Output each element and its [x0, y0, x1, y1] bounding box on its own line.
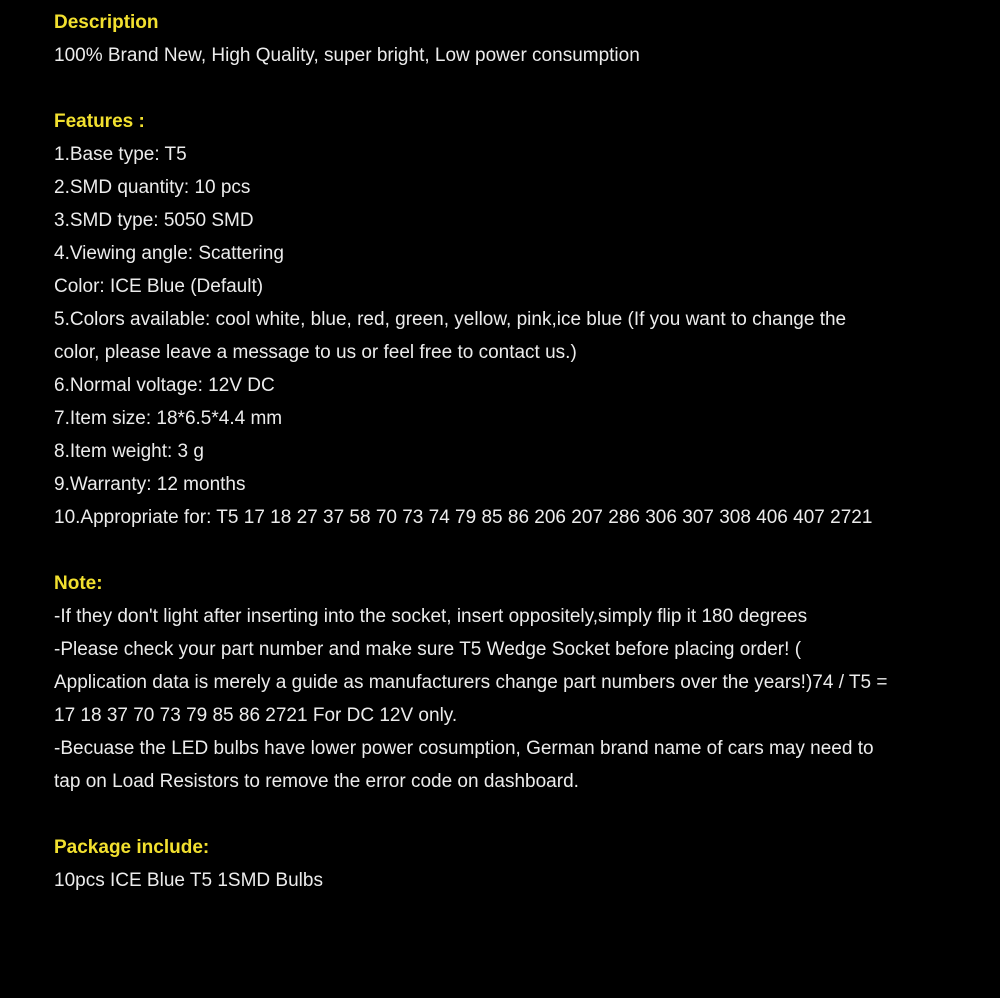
package-heading: Package include: [54, 837, 210, 858]
description-heading: Description [54, 12, 159, 33]
note-line: Application data is merely a guide as manufacturers change part numbers over the years!)74 / T5 = [54, 672, 888, 693]
note-line: -If they don't light after inserting into the socket, insert oppositely,simply flip it 180 degrees [54, 606, 808, 627]
feature-colors-available: 5.Colors available: cool white, blue, red, green, yellow, pink,ice blue (If you want to change the [54, 309, 847, 330]
note-line: -Please check your part number and make sure T5 Wedge Socket before placing order! ( [54, 639, 802, 660]
feature-item-weight: 8.Item weight: 3 g [54, 441, 204, 462]
package-section [54, 831, 946, 897]
feature-colors-available-cont: color, please leave a message to us or feel free to contact us.) [54, 342, 577, 363]
features-heading: Features : [54, 111, 145, 132]
feature-normal-voltage: 6.Normal voltage: 12V DC [54, 375, 275, 396]
description-section [54, 6, 946, 72]
feature-base-type: 1.Base type: T5 [54, 144, 187, 165]
feature-viewing-angle: 4.Viewing angle: Scattering [54, 243, 284, 264]
feature-smd-type: 3.SMD type: 5050 SMD [54, 210, 254, 231]
feature-warranty: 9.Warranty: 12 months [54, 474, 246, 495]
features-section [54, 105, 946, 534]
feature-appropriate-for: 10.Appropriate for: T5 17 18 27 37 58 70 73 74 79 85 86 206 207 286 306 307 308 406 407 2721 [54, 507, 873, 528]
note-line: tap on Load Resistors to remove the error code on dashboard. [54, 771, 579, 792]
package-line: 10pcs ICE Blue T5 1SMD Bulbs [54, 870, 323, 891]
note-section [54, 567, 946, 798]
feature-item-size: 7.Item size: 18*6.5*4.4 mm [54, 408, 283, 429]
note-heading: Note: [54, 573, 103, 594]
feature-smd-quantity: 2.SMD quantity: 10 pcs [54, 177, 251, 198]
note-line: -Becuase the LED bulbs have lower power cosumption, German brand name of cars may need to [54, 738, 874, 759]
feature-color: Color: ICE Blue (Default) [54, 276, 264, 297]
description-line: 100% Brand New, High Quality, super bright, Low power consumption [54, 45, 640, 66]
note-line: 17 18 37 70 73 79 85 86 2721 For DC 12V only. [54, 705, 458, 726]
